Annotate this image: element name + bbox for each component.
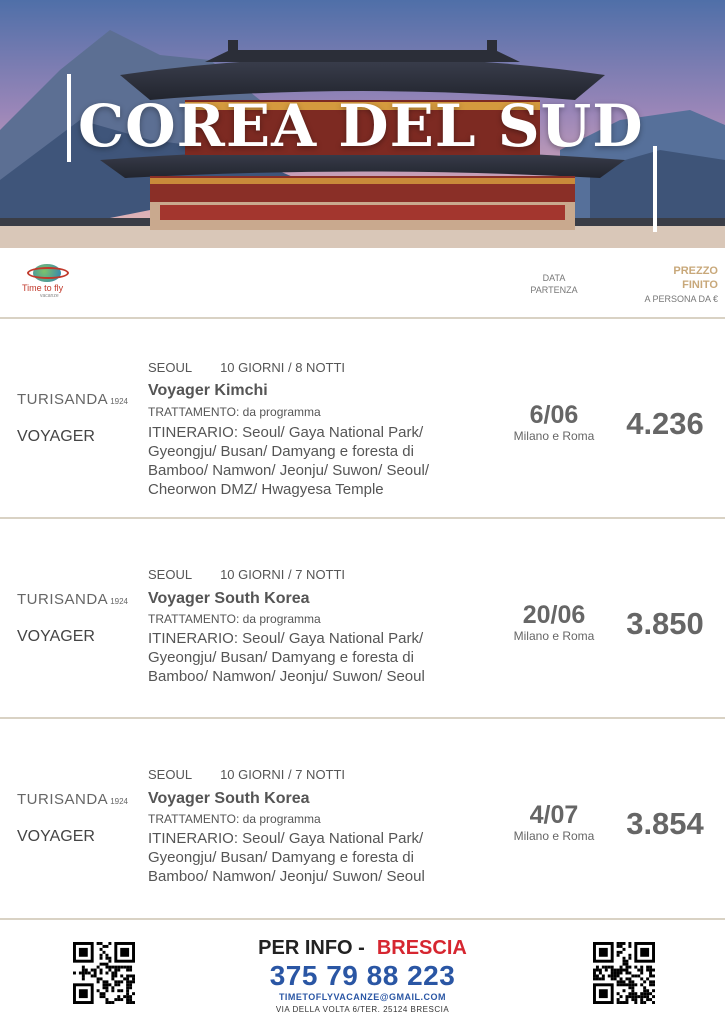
contact-info (250, 937, 475, 1014)
date-label: DATA (542, 273, 566, 283)
price: 4.236 (626, 406, 704, 441)
offer-row (0, 320, 725, 520)
price-sublabel: A PERSONA DA € (644, 294, 718, 304)
treatment: TRATTAMENTO: da programma (148, 612, 321, 626)
destination: SEOUL (148, 567, 193, 582)
price-label-2: FINITO (682, 279, 718, 291)
time-to-fly-logo (18, 262, 78, 302)
qr-code-icon (73, 942, 135, 1004)
column-header-date (520, 272, 588, 296)
destination-line (148, 360, 345, 375)
duration: 10 GIORNI / 7 NOTTI (220, 567, 346, 582)
tour-name: Voyager Kimchi (148, 382, 268, 399)
info-text: PER INFO - (258, 937, 365, 959)
treatment: TRATTAMENTO: da programma (148, 405, 321, 419)
offer-row (0, 520, 725, 720)
itinerary: ITINERARIO: Seoul/ Gaya National Park/ Gyeongju/ Busan/ Damyang e foresta di Bamboo/ Namwon/ Jeonju/ Suwon/ Seoul (148, 630, 425, 685)
departure-date: 20/06 (522, 601, 586, 629)
destination: SEOUL (148, 767, 193, 782)
city: BRESCIA (376, 937, 467, 959)
qr-code-icon (593, 942, 655, 1004)
offer-row (0, 720, 725, 920)
departure-label: PARTENZA (530, 285, 578, 295)
column-header-price (608, 264, 718, 306)
operator-brand (17, 591, 128, 609)
tour-name: Voyager South Korea (148, 790, 310, 807)
brand-year: 1924 (110, 397, 128, 406)
brand-name: TURISANDA (17, 591, 109, 608)
email-link[interactable]: TIMETOFLYVACANZE@GMAIL.COM (278, 992, 447, 1002)
info-label (250, 937, 475, 960)
departure-date: 4/07 (529, 801, 579, 829)
departure-date: 6/06 (529, 401, 579, 429)
title-accent-line-right (653, 146, 657, 232)
logo-subtext: vacanze (40, 293, 59, 299)
address: VIA DELLA VOLTA 6/TER. 25124 BRESCIA (275, 1005, 450, 1014)
phone-number[interactable]: 375 79 88 223 (269, 960, 456, 991)
divider (0, 317, 725, 319)
departure-cities: Milano e Roma (513, 629, 595, 643)
departure-cities: Milano e Roma (513, 429, 595, 443)
duration: 10 GIORNI / 7 NOTTI (220, 767, 346, 782)
operator-brand (17, 391, 128, 409)
orbit-icon (27, 267, 69, 279)
departure (500, 401, 608, 443)
operator-line: VOYAGER (17, 628, 95, 645)
destination: SEOUL (148, 360, 193, 375)
price-label-1: PREZZO (673, 265, 718, 277)
logo-text: Time to fly (22, 283, 64, 293)
destination-line (148, 567, 345, 582)
hero-banner (0, 0, 725, 248)
itinerary: ITINERARIO: Seoul/ Gaya National Park/ Gyeongju/ Busan/ Damyang e foresta di Bamboo/ Namwon/ Jeonju/ Suwon/ Seoul (148, 830, 425, 885)
brand-year: 1924 (110, 797, 128, 806)
operator-line: VOYAGER (17, 428, 95, 445)
destination-line (148, 767, 345, 782)
page-title: COREA DEL SUD (78, 92, 644, 160)
treatment: TRATTAMENTO: da programma (148, 812, 321, 826)
brand-year: 1924 (110, 597, 128, 606)
title-accent-line-left (67, 74, 71, 162)
price: 3.850 (626, 606, 704, 641)
brand-name: TURISANDA (17, 791, 109, 808)
operator-line: VOYAGER (17, 828, 95, 845)
itinerary: ITINERARIO: Seoul/ Gaya National Park/ Gyeongju/ Busan/ Damyang e foresta di Bamboo/ Namwon/ Jeonju/ Suwon/ Seoul/ Cheorwon DMZ/ Hwagyesa Temple (148, 424, 429, 498)
departure-cities: Milano e Roma (513, 829, 595, 843)
divider (0, 517, 725, 519)
tour-name: Voyager South Korea (148, 590, 310, 607)
departure (500, 601, 608, 643)
divider (0, 717, 725, 719)
operator-brand (17, 791, 128, 809)
duration: 10 GIORNI / 8 NOTTI (220, 360, 346, 375)
brand-name: TURISANDA (17, 391, 109, 408)
price: 3.854 (626, 806, 704, 841)
divider (0, 918, 725, 920)
departure (500, 801, 608, 843)
